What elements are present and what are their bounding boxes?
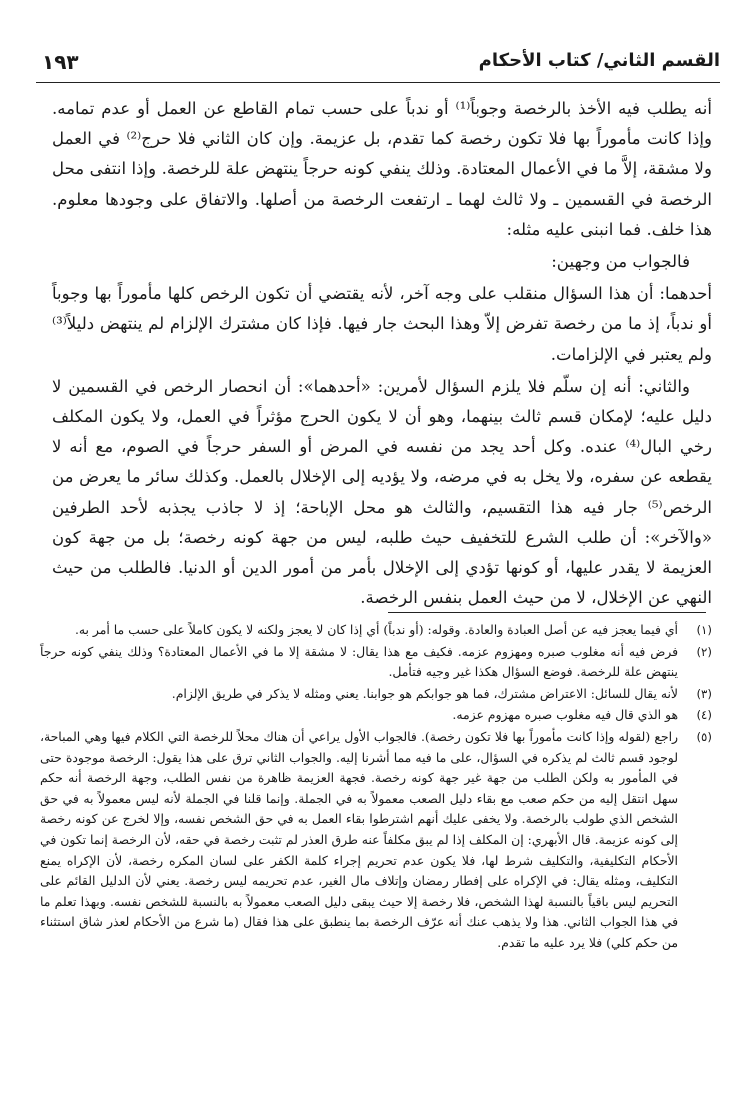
page-number: ١٩٣ bbox=[42, 50, 79, 74]
page-header bbox=[36, 44, 720, 84]
footnote bbox=[40, 727, 712, 954]
footnote bbox=[40, 620, 712, 641]
footnote-text: فرض فيه أنه مغلوب صبره ومهزوم عزمه. فكيف مع هذا يقال: لا مشقة إلا ما في الأعمال المعتادة؟ وذلك ينفي كونه حرجاً ينتهض علة للرخصة. فوضع السؤال هكذا غير وجيه فتأمل. bbox=[40, 643, 678, 680]
footnote bbox=[40, 684, 712, 705]
footnote bbox=[40, 642, 712, 683]
footnote-number: (١) bbox=[696, 623, 712, 637]
paragraph-3: أحدهما: أن هذا السؤال منقلب على وجه آخر، لأنه يقتضي أن تكون الرخص كلها مأموراً بها وجوباً أو ندباً، إذ ما من رخصة تفرض إلاّ وهذا البحث جار فيها. فإذا كان مشترك الإلزام لم ينتهض دليلاً⁽³⁾ولم يعتبر في الإلزامات. bbox=[52, 284, 712, 364]
footnotes bbox=[40, 620, 712, 955]
running-title: القسم الثاني/ كتاب الأحكام bbox=[478, 50, 720, 71]
header-rule bbox=[36, 82, 720, 83]
footnote bbox=[40, 705, 712, 726]
footnote-text: أي فيما يعجز فيه عن أصل العبادة والعادة. وقوله: (أو ندباً) أي إذا كان لا يعجز ولكنه لا يكون كاملاً على حسب ما أمر به. bbox=[74, 622, 678, 637]
paragraph-1: أنه يطلب فيه الأخذ بالرخصة وجوباً⁽¹⁾ أو ندباً على حسب تمام القاطع عن العمل أو عدم تمامه. وإذا كانت مأموراً بها فلا تكون رخصة كما تقدم، بل عزيمة. وإن كان الثاني فلا حرج⁽²⁾ في العمل ولا مشقة، إلاَّ ما في الأعمال المعتادة. وذلك ينفي كونه حرجاً ينتهض علة للرخصة. وإذا انتفى محل الرخصة في القسمين ـ ولا ثالث لهما ـ ارتفعت الرخصة من أصلها. والاتفاق على وجودها معلوم. هذا خلف. فما انبنى عليه مثله: bbox=[52, 99, 713, 239]
footnote-text: لأنه يقال للسائل: الاعتراض مشترك، فما هو جوابكم هو جوابنا. يعني ومثله لا يذكر في طريق الإلزام. bbox=[171, 685, 678, 701]
footnote-text: راجع (لقوله وإذا كانت مأموراً بها فلا تكون رخصة). فالجواب الأول يراعي أن هناك محلاً للرخصة التي الكلام فيها وهي المباحة، لوجود قسم ثالث لم يذكره في السؤال، على ما فيه مما أشرنا إليه. والجواب الثاني ترق على هذا يقول: الرخصة موجودة حتى في المأمور به ولكن الطلب من جهة غير جهة كونه رخصة. فجهة العزيمة ظاهرة من نفس الطلب، وجهة الرخصة أنه حكم سهل انتقل إليه من حكم صعب مع بقاء دليل الصعب معمولاً به في الجملة. وإنما قلنا في الجملة لأنه ليس معمولاً به في حق الشخص الذي طولب بالرخصة. ولا يخفى عليك أنهم اشترطوا بقاء العمل به في حق الشخص نفسه، وإلا لخرج عن كونه رخصة إلى كونه عزيمة. قال الأبهري: إن المكلف إذا لم يبق مكلفاً عنه طرق العذر لم تثبت رخصة في حقه، لأن الرخصة إنما تكون في الأحكام التكليفية، والتكليف شرط لها، فلا يكون عدم تحريم إجراء كلمة الكفر على لسان المكره رخصة، لأن الإكراه يمنع التكليف، ومثله يقال: في الإكراه على إفطار رمضان وإتلاف مال الغير، عدم تحريمه ليس رخصة. يعني لأن الدليل القائم على التحريم ليس باقياً بالنسبة لهذا الشخص، فلا رخصة إلا حيث يبقى دليل الصعب معمولاً به بالنسبة للشخص نفسه. وبهذا تعلم ما في هذا الجواب الثاني. هذا ولا يذهب عنك أنه عرّف الرخصة بما ينطبق على هذا فقال (ما شرع من الأحكام لعذر شاق استثناء من حكم كلي) فلا يرد عليه ما تقدم. bbox=[40, 728, 678, 950]
footnote-text: هو الذي قال فيه مغلوب صبره مهزوم عزمه. bbox=[452, 707, 678, 723]
paragraph-4: والثاني: أنه إن سلّم فلا يلزم السؤال لأمرين: «أحدهما»: أن انحصار الرخص في القسمين لا دليل عليه؛ لإمكان قسم ثالث بينهما، وهو أن لا يكون الحرج مؤثراً في العمل، ولا يكون المكلف رخي البال⁽⁴⁾ عنده. وكل أحد يجد من نفسه في المرض أو السفر حرجاً في الصوم، مع أنه لا يقطعه عن سفره، ولا يخل به في مرضه، ولا يؤديه إلى الإخلال بالعمل. وكذلك سائر ما يعرض من الرخص⁽⁵⁾ جار فيه هذا التقسيم، والثالث هو محل الإباحة؛ إذ لا جاذب يجذبه لأحد الطرفين «والآخر»: أن طلب الشرع للتخفيف حيث طلبه، ليس من جهة كونه رخصة؛ بل من جهة كون العزيمة لا يقدر عليها، أو كونها تؤدي إلى الإخلال بأمر من أمور الدين أو الدنيا. فالطلب من حيث النهي عن الإخلال، لا من حيث العمل بنفس الرخصة. bbox=[52, 376, 712, 608]
footnote-number: (٢) bbox=[696, 644, 712, 659]
footnote-number: (٤) bbox=[696, 708, 712, 723]
footnote-separator bbox=[388, 612, 706, 613]
paragraph-2: فالجواب من وجهين: bbox=[551, 252, 690, 272]
footnote-number: (٥) bbox=[696, 729, 712, 744]
footnote-number: (٣) bbox=[696, 686, 712, 701]
main-text bbox=[52, 94, 712, 613]
